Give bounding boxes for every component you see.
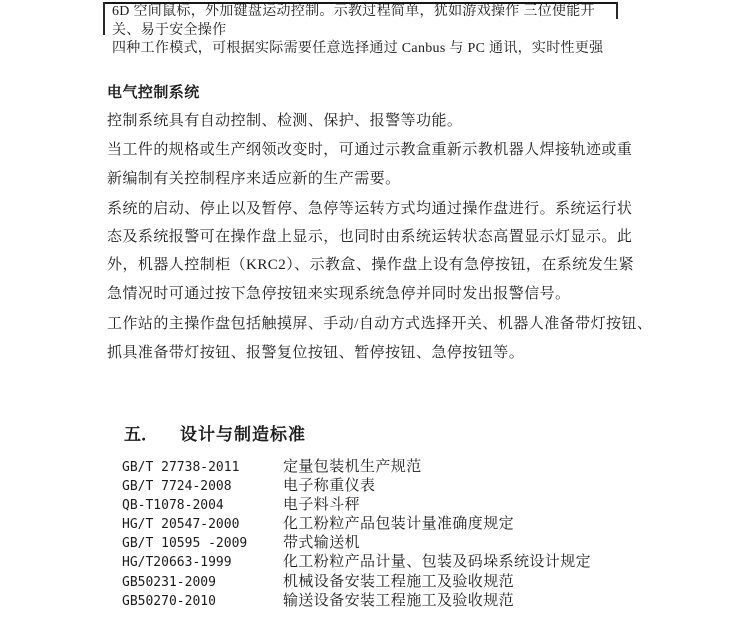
table-right-border	[616, 2, 618, 19]
standard-code: GB/T 27738-2011	[122, 460, 240, 475]
standard-code: GB/T 10595 -2009	[122, 536, 248, 551]
spec-table-line: 关、易于安全操作	[112, 23, 227, 38]
spec-table-line: 四种工作模式，可根据实际需要任意选择通过 Canbus 与 PC 通讯，实时性更强	[112, 41, 604, 56]
section-heading-electrical: 电气控制系统	[107, 85, 200, 101]
standard-title: 输送设备安装工程施工及验收规范	[283, 593, 515, 609]
body-line: 外，机器人控制柜（KRC2）、示教盒、操作盘上设有急停按钮，在系统发生紧	[107, 257, 635, 273]
body-line: 工作站的主操作盘包括触摸屏、手动/自动方式选择开关、机器人准备带灯按钮、	[107, 316, 653, 332]
standard-title: 化工粉粒产品包装计量准确度规定	[283, 516, 515, 532]
body-line: 急情况时可通过按下急停按钮来实现系统急停并同时发出报警信号。	[107, 286, 571, 302]
standard-title: 电子称重仪表	[283, 478, 376, 494]
body-line: 态及系统报警可在操作盘上显示，也同时由系统运转状态高置显示灯显示。此	[107, 229, 633, 245]
section-title: 设计与制造标准	[180, 425, 306, 444]
standard-row	[107, 577, 514, 626]
standard-title: 机械设备安装工程施工及验收规范	[283, 574, 515, 590]
standard-code: QB-T1078-2004	[122, 498, 224, 513]
standard-code: HG/T20663-1999	[122, 555, 232, 570]
standard-title: 定量包装机生产规范	[283, 459, 422, 475]
body-line: 当工件的规格或生产纲领改变时，可通过示教盒重新示教机器人焊接轨迹或重	[107, 142, 633, 158]
section-number: 五．	[124, 425, 158, 444]
standard-title: 化工粉粒产品计量、包装及码垛系统设计规定	[283, 554, 592, 570]
table-left-border	[103, 2, 105, 35]
standard-title: 电子料斗秤	[283, 497, 361, 513]
body-line: 控制系统具有自动控制、检测、保护、报警等功能。	[107, 113, 463, 129]
spec-table-line: 6D 空间鼠标，外加键盘运动控制。示教过程简单，犹如游戏操作 三位使能开	[112, 4, 595, 19]
standard-code: GB50270-2010	[122, 594, 216, 609]
body-line: 新编制有关控制程序来适应新的生产需要。	[107, 171, 401, 187]
standard-code: GB/T 7724-2008	[122, 479, 232, 494]
body-line: 系统的启动、停止以及暂停、急停等运转方式均通过操作盘进行。系统运行状	[107, 201, 633, 217]
body-line: 抓具准备带灯按钮、报警复位按钮、暂停按钮、急停按钮等。	[107, 345, 525, 361]
standard-code: HG/T 20547-2000	[122, 517, 240, 532]
standard-code: GB50231-2009	[122, 575, 216, 590]
standard-title: 带式输送机	[283, 535, 361, 551]
